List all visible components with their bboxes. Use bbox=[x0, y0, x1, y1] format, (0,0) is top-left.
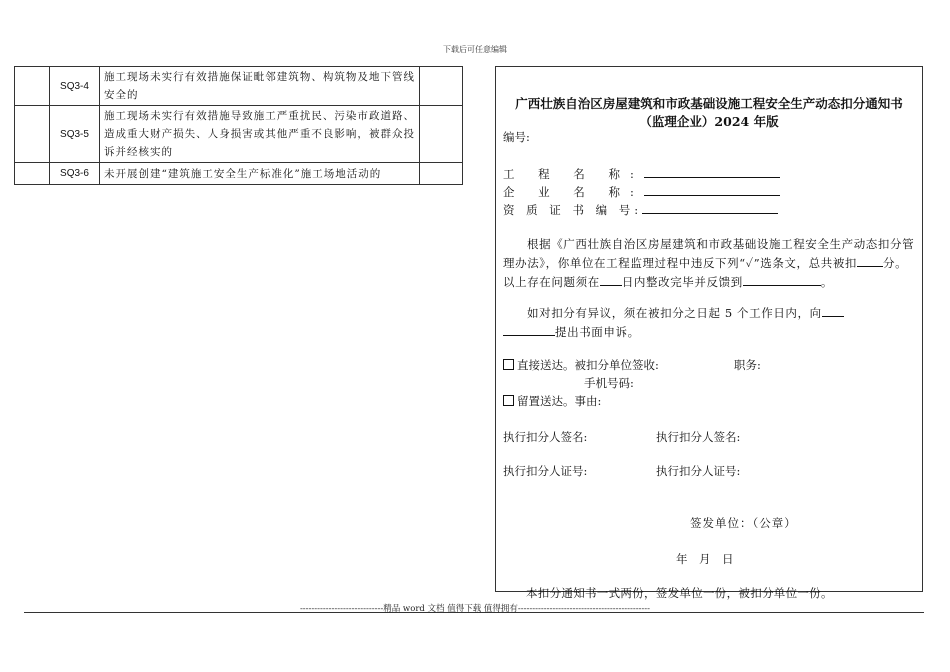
score-cell[interactable] bbox=[420, 67, 463, 106]
notice-title bbox=[496, 95, 922, 131]
para1-text-a: 根据《广西壮族自治区房屋建筑和市政基础设施工程安全生产动态扣分管理办法》，你单位在工程监理过程中违反下列“✓”选条文，总共被扣 bbox=[503, 237, 915, 270]
table-cell-blank bbox=[15, 106, 50, 163]
direct-delivery-label: 直接送达。被扣分单位签收: bbox=[517, 358, 659, 372]
footer-divider bbox=[24, 612, 924, 613]
cert-number-row bbox=[503, 201, 778, 219]
table-row bbox=[15, 67, 463, 106]
cert-a-label: 执行扣分人证号: bbox=[503, 464, 588, 478]
footer-text: -----------------------------精品 word 文档 值得下载 值得拥有---------------------------------------------- bbox=[299, 604, 651, 614]
days-field[interactable] bbox=[600, 273, 622, 286]
retained-delivery-label: 留置送达。事由: bbox=[517, 394, 602, 408]
notice-title-line1: 广西壮族自治区房屋建筑和市政基础设施工程安全生产动态扣分通知书 bbox=[515, 96, 903, 111]
cert-number-label: 资 质 证 书 编 号: bbox=[503, 203, 643, 217]
row-text: 未开展创建“建筑施工安全生产标准化”施工场地活动的 bbox=[100, 163, 420, 185]
notice-paragraph-2 bbox=[503, 304, 915, 342]
project-name-label: 工 程 名 称: bbox=[503, 167, 644, 181]
notice-title-line2: （监理企业）2024 年版 bbox=[639, 114, 779, 129]
project-name-row bbox=[503, 165, 780, 183]
appeal-to-field-a[interactable] bbox=[822, 304, 844, 317]
table-cell-blank bbox=[15, 67, 50, 106]
appeal-to-field-b[interactable] bbox=[503, 323, 555, 336]
header-note: 下载后可任意编辑 bbox=[443, 45, 507, 54]
score-cell[interactable] bbox=[420, 163, 463, 185]
company-name-label: 企 业 名 称: bbox=[503, 185, 644, 199]
row-code: SQ3-6 bbox=[50, 163, 100, 185]
table-row bbox=[15, 163, 463, 185]
company-name-field[interactable] bbox=[644, 183, 780, 196]
para2-text-b: 提出书面申诉。 bbox=[555, 325, 640, 339]
retained-delivery-checkbox[interactable] bbox=[503, 395, 514, 406]
signer-b-label: 执行扣分人签名: bbox=[656, 430, 741, 444]
points-field[interactable] bbox=[857, 254, 883, 267]
deduction-notice bbox=[495, 66, 923, 600]
row-code: SQ3-4 bbox=[50, 67, 100, 106]
project-name-field[interactable] bbox=[644, 165, 780, 178]
row-code: SQ3-5 bbox=[50, 106, 100, 163]
retained-delivery-row bbox=[503, 393, 601, 410]
cert-b-label: 执行扣分人证号: bbox=[656, 464, 741, 478]
table-cell-blank bbox=[15, 163, 50, 185]
para1-text-c: 日内整改完毕并反馈到 bbox=[621, 275, 743, 289]
signer-a-label: 执行扣分人签名: bbox=[503, 430, 588, 444]
phone-label: 手机号码: bbox=[584, 376, 634, 390]
date-label: 年 月 日 bbox=[676, 552, 734, 566]
para2-text-a: 如对扣分有异议，须在被扣分之日起 5 个工作日内，向 bbox=[527, 306, 822, 320]
para1-text-d: 。 bbox=[820, 275, 833, 289]
notice-paragraph-1 bbox=[503, 235, 915, 292]
number-label: 编号: bbox=[503, 130, 530, 144]
direct-delivery-checkbox[interactable] bbox=[503, 359, 514, 370]
para1-text-b: 分。以上存在问题须在 bbox=[503, 256, 908, 289]
position-label: 职务: bbox=[734, 358, 761, 372]
direct-delivery-row bbox=[503, 357, 659, 374]
feedback-to-field[interactable] bbox=[743, 273, 821, 286]
copies-note: 本扣分通知书一式两份，签发单位一份，被扣分单位一份。 bbox=[526, 586, 833, 600]
deduction-table bbox=[14, 66, 463, 185]
cert-number-field[interactable] bbox=[642, 201, 778, 214]
company-name-row bbox=[503, 183, 780, 201]
row-text: 施工现场未实行有效措施导致施工严重扰民、污染市政道路、造成重大财产损失、人身损害或其他严重不良影响，被群众投诉并经核实的 bbox=[100, 106, 420, 163]
row-text: 施工现场未实行有效措施保证毗邻建筑物、构筑物及地下管线安全的 bbox=[100, 67, 420, 106]
issuer-label: 签发单位：（公章） bbox=[690, 516, 797, 530]
table-row bbox=[15, 106, 463, 163]
score-cell[interactable] bbox=[420, 106, 463, 163]
